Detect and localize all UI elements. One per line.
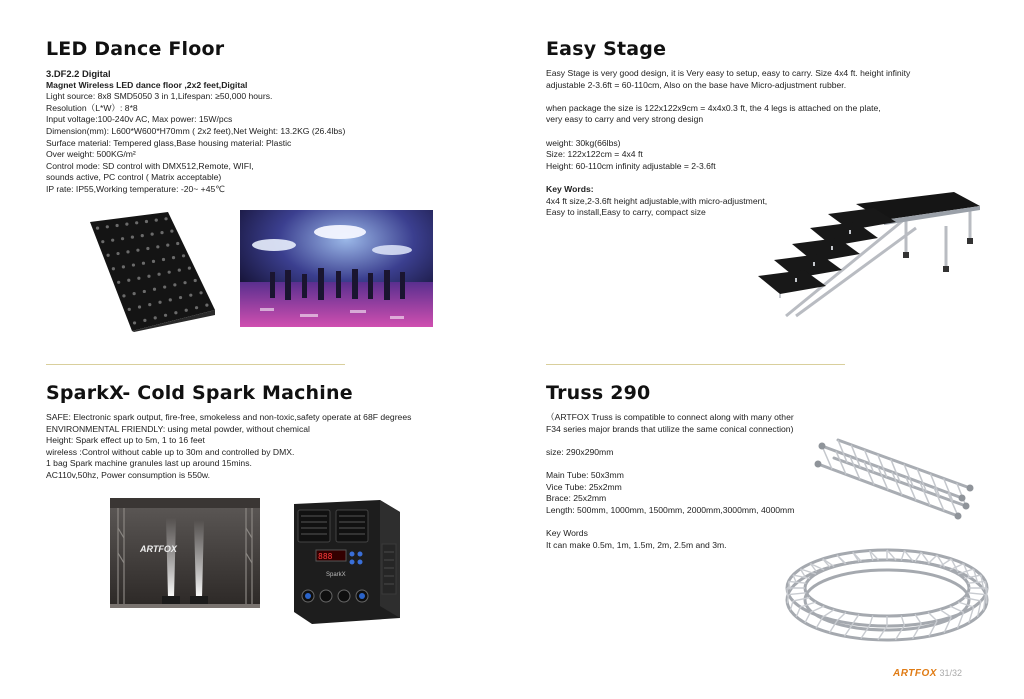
led-spec: sounds active, PC control ( Matrix acceptable) xyxy=(46,172,222,183)
led-spec: Resolution（L*W）: 8*8 xyxy=(46,102,138,113)
truss-intro: F34 series major brands that utilize the same conical connection) xyxy=(546,423,794,434)
stage-keywords-title: Key Words: xyxy=(546,183,594,194)
stage-text: very easy to carry and very strong design xyxy=(546,114,704,125)
stage-keyword: 4x4 ft size,2-3.6ft height adjustable,with micro-adjustment, xyxy=(546,195,768,206)
stage-text: adjustable 2-3.6ft = 60-110cm, Also on the base have Micro-adjustment rubber. xyxy=(546,79,847,90)
spark-line: SAFE: Electronic spark output, fire-free, smokeless and non-toxic,safety operate at 68F degrees xyxy=(46,412,412,422)
spark-title: SparkX- Cold Spark Machine xyxy=(46,382,353,404)
truss-intro: （ARTFOX Truss is compatible to connect along with many other xyxy=(546,412,794,422)
truss-section xyxy=(546,382,794,551)
stage-keyword: Easy to install,Easy to carry, compact size xyxy=(546,207,706,218)
footer-brand-logo: ARTFOX xyxy=(893,668,937,679)
led-spec: Over weight: 500KG/m² xyxy=(46,149,136,160)
svg-text:888: 888 xyxy=(318,552,333,561)
right-divider xyxy=(546,364,845,365)
straight-truss-image xyxy=(812,436,974,532)
truss-keywords-title: Key Words xyxy=(546,527,588,538)
spark-line: Height: Spark effect up to 5m, 1 to 16 feet xyxy=(46,435,205,446)
spark-line: AC110v,50hz, Power consumption is 550w. xyxy=(46,469,211,480)
led-subtitle: Magnet Wireless LED dance floor ,2x2 feet,Digital xyxy=(46,79,248,90)
truss-spec: Length: 500mm, 1000mm, 1500mm, 2000mm,3000mm, 4000mm xyxy=(546,504,795,515)
spark-line: wireless :Control without cable up to 30m and controlled by DMX. xyxy=(46,446,295,457)
led-spec: Control mode: SD control with DMX512,Remote, WIFI, xyxy=(46,160,254,171)
stage-spec: Size: 122x122cm = 4x4 ft xyxy=(546,149,643,160)
led-title: LED Dance Floor xyxy=(46,38,225,60)
left-divider xyxy=(46,364,345,365)
truss-spec: Main Tube: 50x3mm xyxy=(546,469,624,480)
spark-line: ENVIRONMENTAL FRIENDLY: using metal powder, without chemical xyxy=(46,423,310,434)
truss-size: size: 290x290mm xyxy=(546,446,614,457)
led-spec: Surface material: Tempered glass,Base housing material: Plastic xyxy=(46,137,292,148)
spark-line: 1 bag Spark machine granules last up around 15mins. xyxy=(46,458,252,469)
sparkx-section xyxy=(46,382,411,482)
led-spec: Light source: 8x8 SMD5050 3 in 1,Lifespan: ≥50,000 hours. xyxy=(46,91,273,102)
led-spec: Input voltage:100-240v AC, Max power: 15W/pcs xyxy=(46,114,233,125)
stage-spec: Height: 60-110cm infinity adjustable = 2-3.6ft xyxy=(546,160,716,171)
stage-spec: weight: 30kg(66lbs) xyxy=(546,137,621,148)
page-number: 31/32 xyxy=(939,668,962,678)
truss-spec: Vice Tube: 25x2mm xyxy=(546,481,622,492)
led-spec: Dimension(mm): L600*W600*H70mm ( 2x2 feet),Net Weight: 13.2KG (26.4lbs) xyxy=(46,125,346,136)
led-model: 3.DF2.2 Digital xyxy=(46,68,111,79)
dance-floor-photo xyxy=(240,210,433,327)
led-dance-floor-section xyxy=(46,38,345,196)
truss-title: Truss 290 xyxy=(546,382,651,404)
stage-text: Easy Stage is very good design, it is Very easy to setup, easy to carry. Size 4x4 ft. height infinity xyxy=(546,68,911,78)
circle-truss-image xyxy=(782,544,992,652)
truss-keywords: It can make 0.5m, 1m, 1.5m, 2m, 2.5m and 3m. xyxy=(546,539,727,550)
spark-machine-image xyxy=(288,494,406,628)
spark-photo-logo: ARTFOX xyxy=(140,544,177,554)
page-footer xyxy=(893,668,962,679)
stage-image xyxy=(756,188,982,318)
led-spec: IP rate: IP55,Working temperature: -20~ +45℃ xyxy=(46,183,225,194)
device-label: SparkX xyxy=(326,572,346,578)
truss-spec: Brace: 25x2mm xyxy=(546,493,607,504)
stage-title: Easy Stage xyxy=(546,38,667,60)
spark-photo xyxy=(110,498,260,608)
led-tile-image xyxy=(88,212,216,332)
stage-text: when package the size is 122x122x9cm = 4x4x0.3 ft, the 4 legs is attached on the plate, xyxy=(546,102,881,113)
